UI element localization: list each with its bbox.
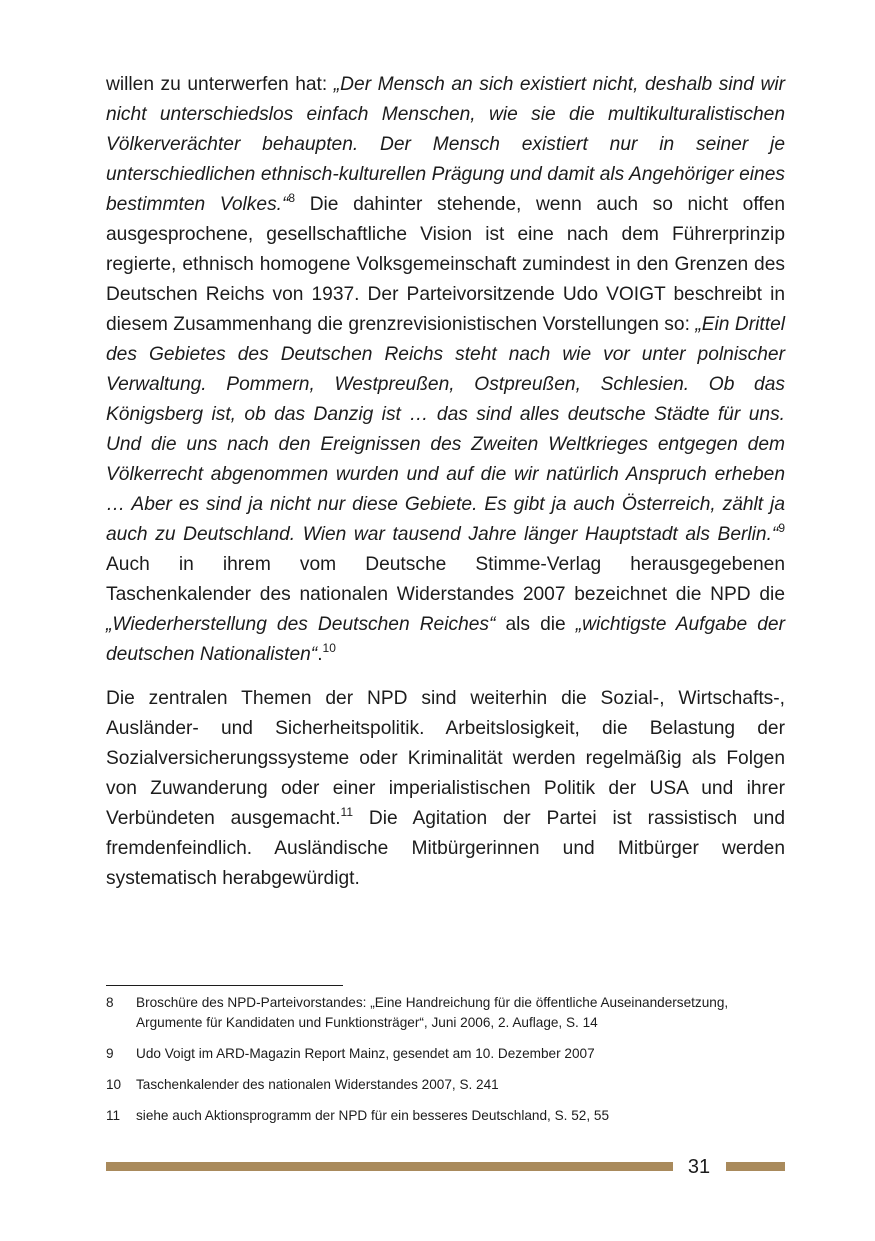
footnotes xyxy=(106,993,785,1137)
footnote-number: 9 xyxy=(106,1046,114,1061)
footnote-item xyxy=(106,993,785,1033)
text-segment: Auch in ihrem vom Deutsche Stimme-Verlag herausgegebenen Taschenkalender des nationalen Widerstandes 2007 bezeichnet die NPD die xyxy=(106,554,785,605)
footnote-ref-8[interactable]: 8 xyxy=(288,191,296,205)
text-segment: als die xyxy=(495,614,576,635)
footnote-number: 10 xyxy=(106,1077,122,1092)
text-segment: Die dahinter stehende, wenn auch so nicht offen ausgesprochene, gesellschaftliche Vision ist eine nach dem Führerprinzip regierte, ethnisch homogene Volksgemeinschaft zumindest in den Grenzen des Deutschen Reichs von 1937. Der Parteivorsitzende Udo VOIGT beschreibt in diesem Zusammenhang die grenzrevisionistischen Vorstellungen so: xyxy=(106,194,785,335)
text-segment: . xyxy=(317,644,323,665)
footnote-item xyxy=(106,1075,785,1095)
paragraph-1 xyxy=(106,70,785,670)
page-number: 31 xyxy=(687,1156,711,1178)
footer-bar-right xyxy=(726,1162,785,1171)
quote-segment: „Ein Drittel des Gebietes des Deutschen Reichs steht nach wie vor unter polnischer Verwaltung. Pommern, Westpreußen, Ostpreußen, Schlesien. Ob das Königsberg ist, ob das Danzig ist … das sind alles deutsche Städte für uns. Und die uns nach den Ereignissen des Zweiten Weltkrieges entgegen dem Völkerrecht abgenommen wurden und auf die wir natürlich Anspruch erheben … Aber es sind ja nicht nur diese Gebiete. Es gibt ja auch Österreich, zählt ja auch zu Deutschland. Wien war tausend Jahre länger Hauptstadt als Berlin.“ xyxy=(106,314,786,545)
footnote-divider xyxy=(106,985,343,986)
footnote-number: 11 xyxy=(106,1108,121,1123)
footnote-text: Broschüre des NPD-Parteivorstandes: „Eine Handreichung für die öffentliche Auseinandersetzung, Argumente für Kandidaten und Funktionsträger“, Juni 2006, 2. Auflage, S. 14 xyxy=(136,995,729,1030)
footnote-ref-10[interactable]: 10 xyxy=(322,641,336,655)
quote-segment: „Wiederherstellung des Deutschen Reiches“ xyxy=(106,614,496,635)
footnote-text: siehe auch Aktionsprogramm der NPD für ein besseres Deutschland, S. 52, 55 xyxy=(136,1108,610,1123)
text-segment: Die Agitation der Partei ist rassistisch und fremdenfeindlich. Ausländische Mitbürgerinnen und Mitbürger werden systematisch herabgewürdigt. xyxy=(106,808,785,889)
footnote-text: Taschenkalender des nationalen Widerstandes 2007, S. 241 xyxy=(136,1077,499,1092)
text-segment: Die zentralen Themen der NPD sind weiterhin die Sozial-, Wirtschafts-, Ausländer- und Sicherheitspolitik. Arbeitslosigkeit, die Belastung der Sozialversicherungssysteme oder Kriminalität werden regelmäßig als Folgen von Zuwanderung oder einer imperialistischen Politik der USA und ihrer Verbündeten ausgemacht. xyxy=(106,688,785,829)
quote-segment: „Der Mensch an sich existiert nicht, deshalb sind wir nicht unterschiedslos einfach Menschen, wie sie die multikulturalistischen Völkerverächter behaupten. Der Mensch existiert nur in seiner je unterschiedlichen ethnisch-kulturellen Prägung und damit als Angehöriger eines bestimmten Volkes.“ xyxy=(106,74,786,215)
footnote-item xyxy=(106,1044,785,1064)
footnote-text: Udo Voigt im ARD-Magazin Report Mainz, gesendet am 10. Dezember 2007 xyxy=(136,1046,595,1061)
paragraph-2 xyxy=(106,684,785,894)
footnote-ref-11[interactable]: 11 xyxy=(340,805,354,819)
footnote-ref-9[interactable]: 9 xyxy=(778,521,785,535)
footer-bar-left xyxy=(106,1162,673,1171)
footnote-item xyxy=(106,1106,785,1126)
quote-segment: „wichtigste Aufgabe der deutschen Nationalisten“ xyxy=(106,614,785,665)
body-text xyxy=(106,70,785,894)
text-segment: willen zu unterwerfen hat: xyxy=(106,74,334,95)
footnote-number: 8 xyxy=(106,995,114,1010)
